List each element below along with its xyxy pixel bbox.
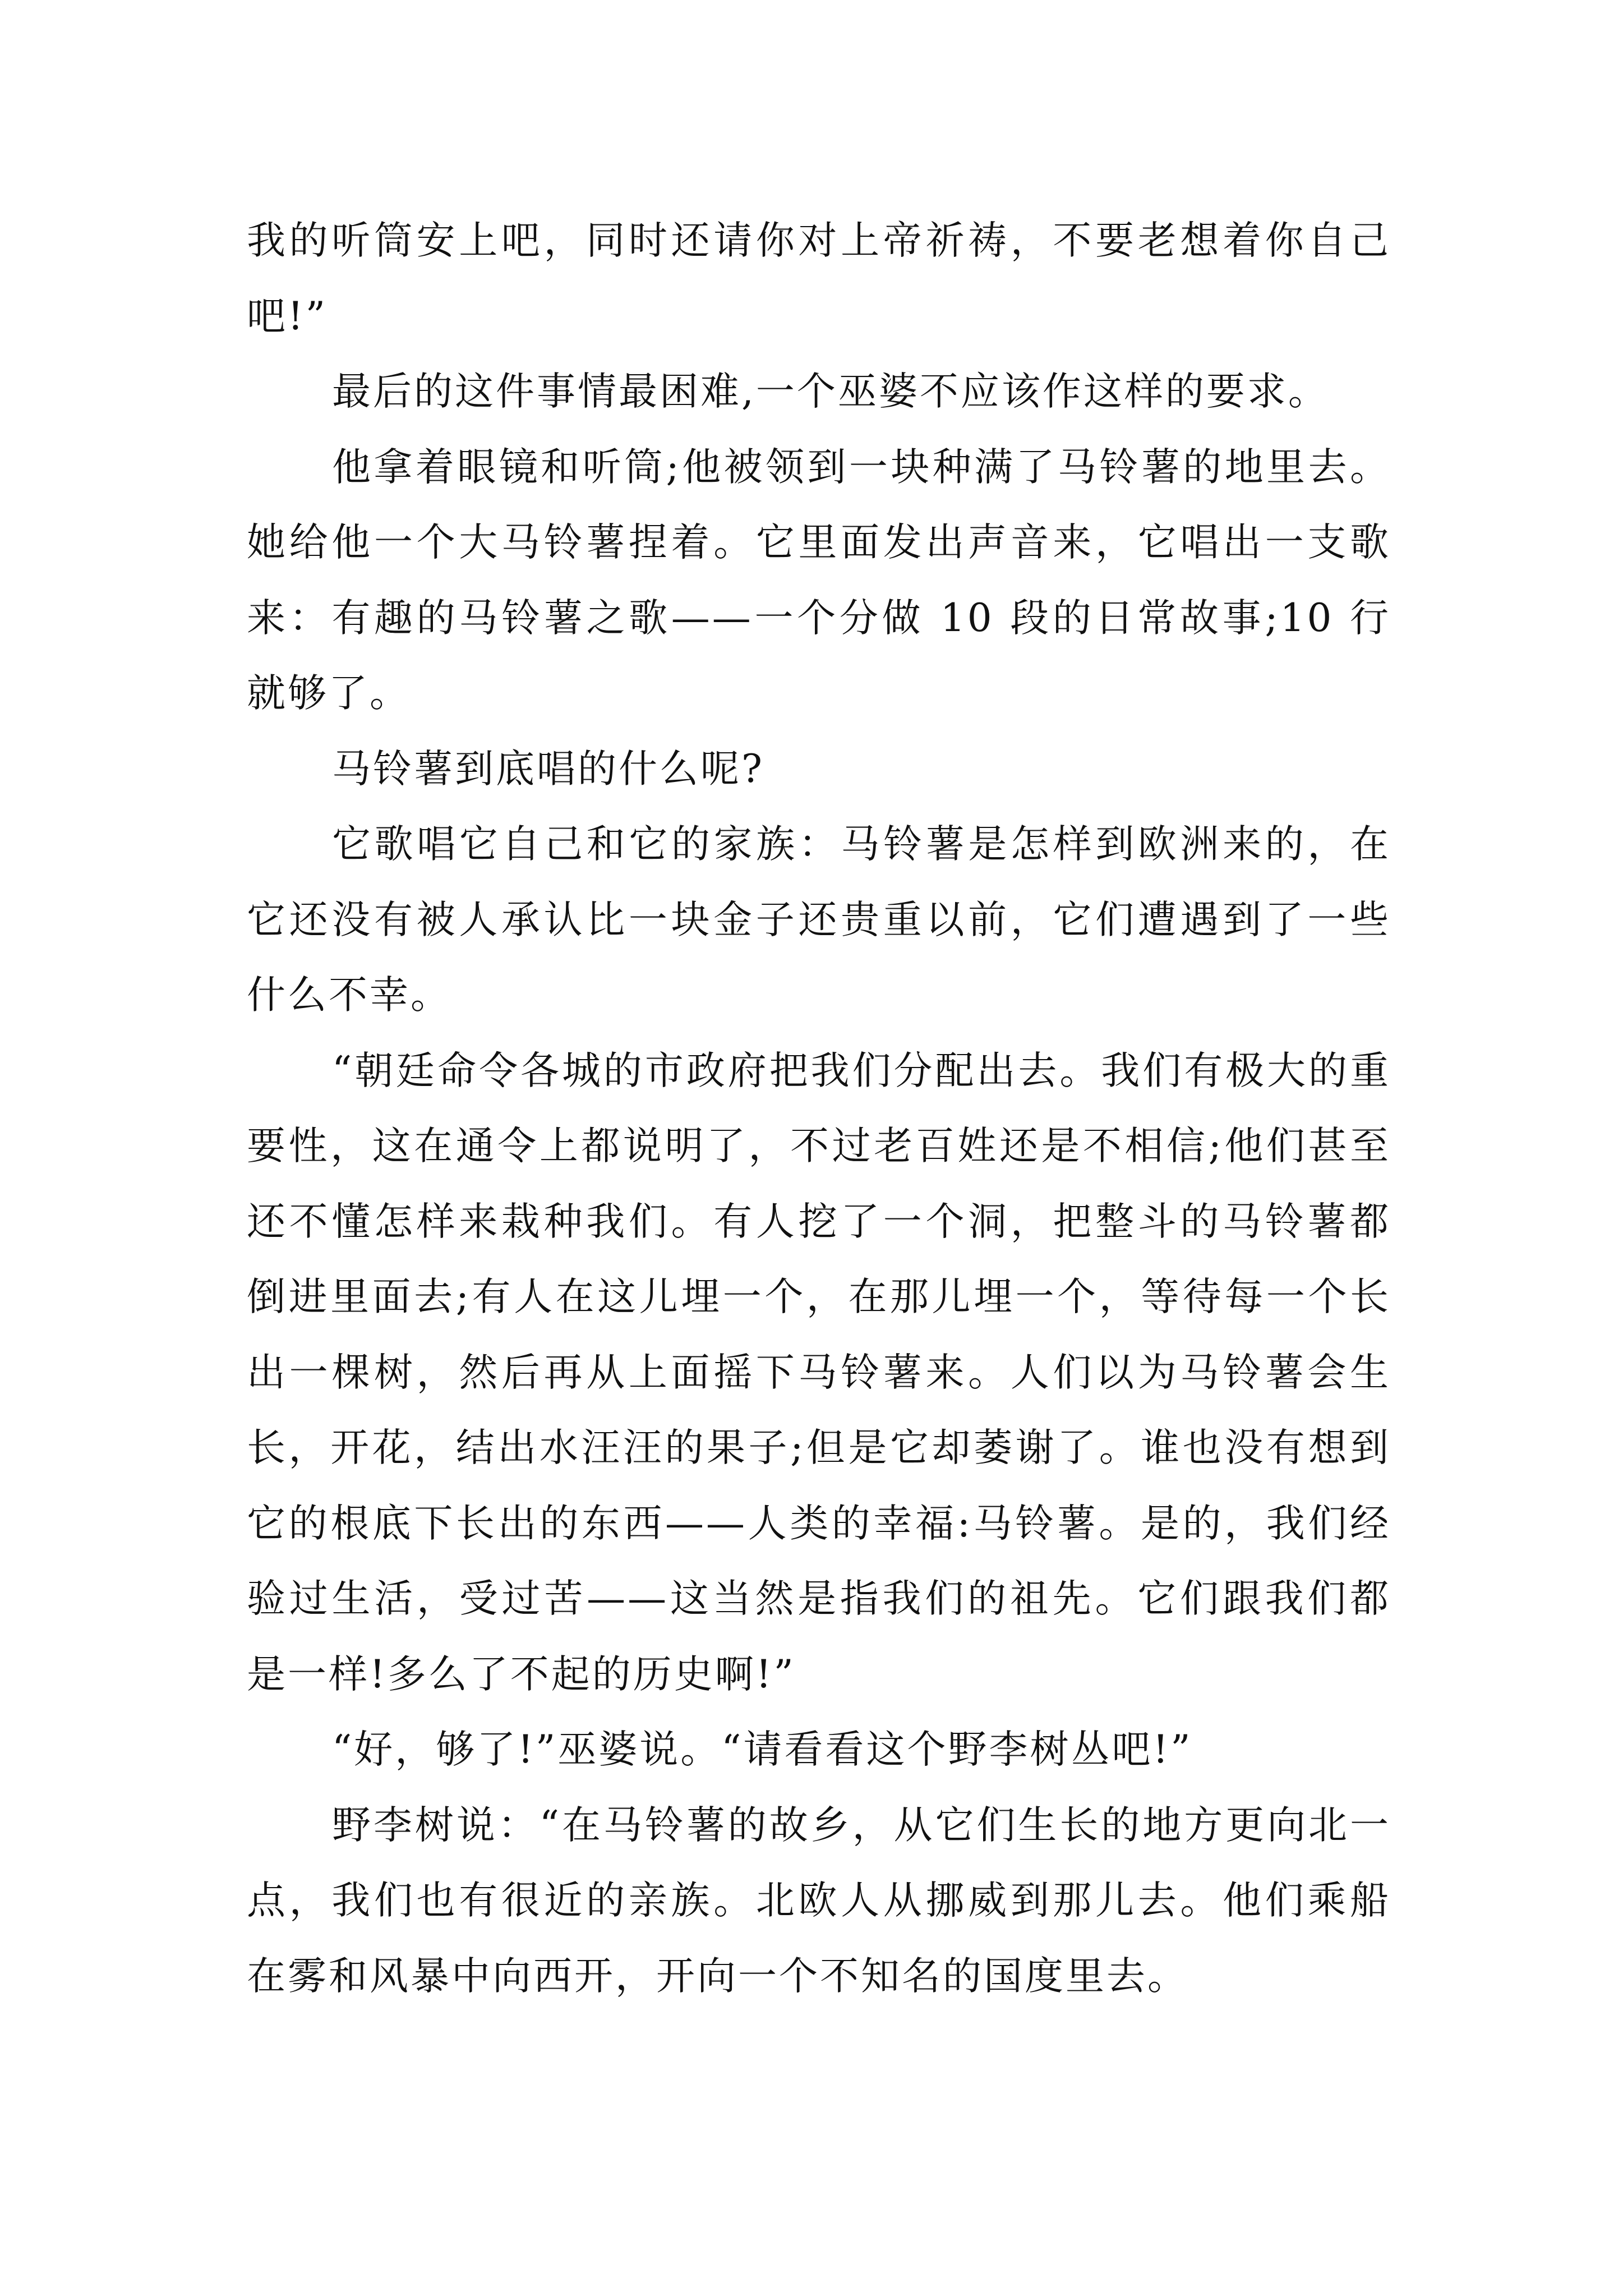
paragraph-4: 马铃薯到底唱的什么呢? — [332, 746, 764, 792]
paragraph-1: 我的听筒安上吧，同时还请你对上帝祈祷，不要老想着你自己吧!” — [247, 218, 1391, 339]
body-text — [247, 203, 1391, 2014]
paragraph-2: 最后的这件事情最困难,一个巫婆不应该作这样的要求。 — [332, 369, 1329, 414]
paragraph-7: “好，够了!”巫婆说。“请看看这个野李树丛吧!” — [332, 1727, 1193, 1772]
paragraph-3: 他拿着眼镜和听筒;他被领到一块种满了马铃薯的地里去。她给他一个大马铃薯捏着。它里面发出声音来，它唱出一支歌来：有趣的马铃薯之歌——一个分做 10 段的日常故事;10 行就够了。 — [247, 444, 1391, 716]
paragraph-6: “朝廷命令各城的市政府把我们分配出去。我们有极大的重要性，这在通令上都说明了，不过老百姓还是不相信;他们甚至还不懂怎样来栽种我们。有人挖了一个洞，把整斗的马铃薯都倒进里面去;有人在这儿埋一个，在那儿埋一个，等待每一个长出一棵树，然后再从上面摇下马铃薯来。人们以为马铃薯会生长，开花，结出水汪汪的果子;但是它却萎谢了。谁也没有想到它的根底下长出的东西——人类的幸福:马铃薯。是的，我们经验过生活，受过苦——这当然是指我们的祖先。它们跟我们都是一样!多么了不起的历史啊!” — [247, 1048, 1391, 1697]
paragraph-8: 野李树说：“在马铃薯的故乡，从它们生长的地方更向北一点，我们也有很近的亲族。北欧人从挪威到那儿去。他们乘船在雾和风暴中向西开，开向一个不知名的国度里去。 — [247, 1802, 1391, 1999]
paragraph-5: 它歌唱它自己和它的家族：马铃薯是怎样到欧洲来的，在它还没有被人承认比一块金子还贵重以前，它们遭遇到了一些什么不幸。 — [247, 822, 1391, 1018]
